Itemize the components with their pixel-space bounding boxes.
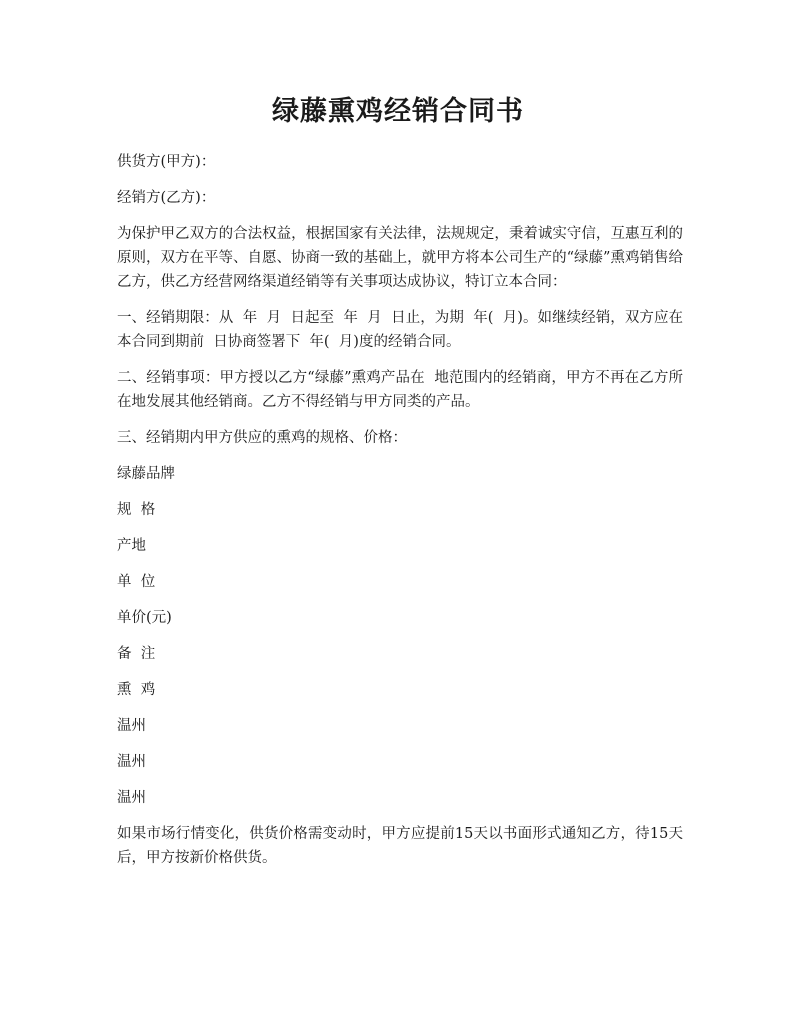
- spec-origin-value: 温州: [117, 754, 146, 770]
- distributor-line: 经销方(乙方)：: [117, 190, 216, 206]
- preamble-paragraph: 为保护甲乙双方的合法权益，根据国家有关法律，法规规定，秉着诚实守信，互惠互利的原则，双方在平等、自愿、协商一致的基础上，就甲方将本公司生产的“绿藤”熏鸡销售给乙方，供乙方经营网络渠道经销等有关事项达成协议，特订立本合同：: [117, 226, 683, 290]
- clause-1-term: 一、经销期限：从 年 月 日起至 年 月 日止，为期 年( 月)。如继续经销，双方应在本合同到期前 日协商签署下 年( 月)度的经销合同。: [117, 310, 683, 350]
- spec-origin-value: 温州: [117, 718, 146, 734]
- spec-specification: 规 格: [117, 502, 156, 518]
- clause-2-matters: 二、经销事项：甲方授以乙方“绿藤”熏鸡产品在 地范围内的经销商，甲方不再在乙方所在地发展其他经销商。乙方不得经销与甲方同类的产品。: [117, 370, 683, 410]
- supplier-line: 供货方(甲方)：: [117, 154, 216, 170]
- price-change-paragraph: 如果市场行情变化，供货价格需变动时，甲方应提前15天以书面形式通知乙方，待15天后，甲方按新价格供货。: [117, 826, 683, 866]
- spec-unit: 单 位: [117, 574, 156, 590]
- spec-unit-price: 单价(元): [117, 610, 172, 626]
- document-body: [117, 150, 683, 882]
- spec-brand: 绿藤品牌: [117, 466, 175, 482]
- spec-product-smoked-chicken: 熏 鸡: [117, 682, 156, 698]
- document-title: 绿藤熏鸡经销合同书: [272, 96, 524, 127]
- clause-3-heading: 三、经销期内甲方供应的熏鸡的规格、价格：: [117, 430, 407, 446]
- spec-origin: 产地: [117, 538, 146, 554]
- spec-origin-value: 温州: [117, 790, 146, 806]
- spec-remarks: 备 注: [117, 646, 156, 662]
